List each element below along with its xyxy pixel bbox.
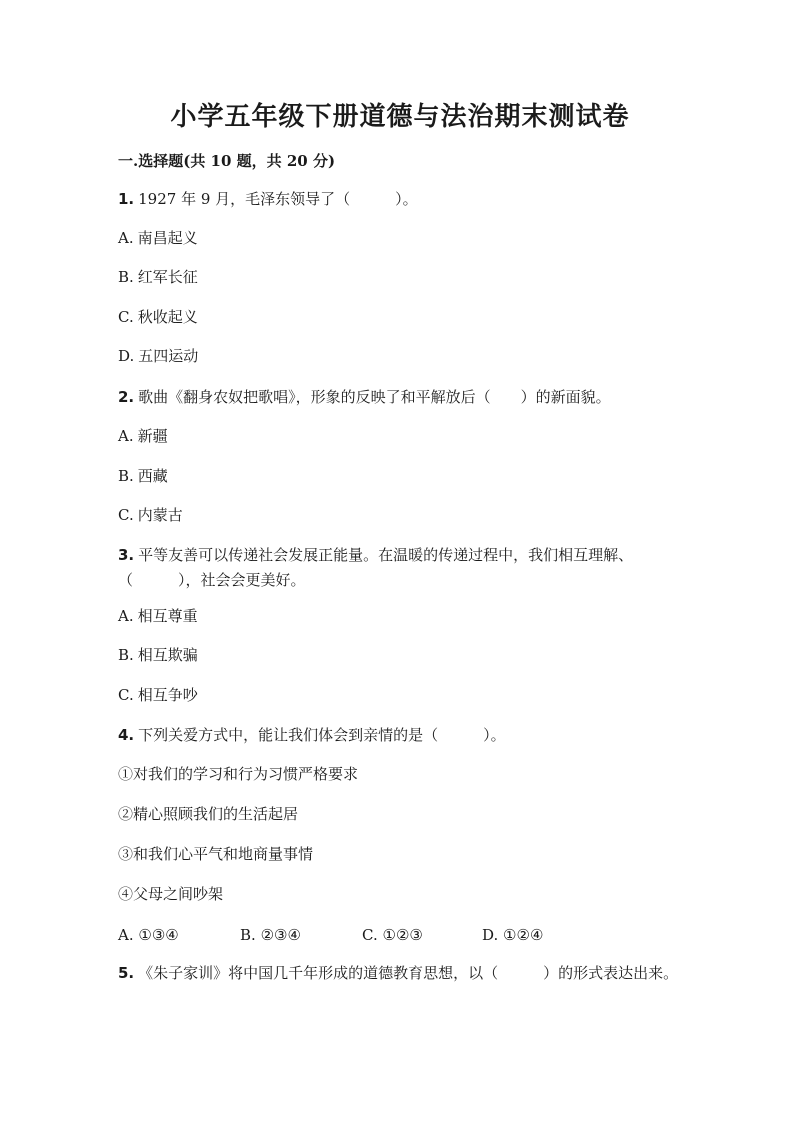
option-4b: B. ②③④: [240, 926, 301, 944]
question-text: 歌曲《翻身农奴把歌唱》，形象的反映了和平解放后（ ）的新面貌。: [138, 388, 611, 406]
option-4d: D. ①②④: [482, 926, 544, 944]
question-3: [118, 543, 688, 593]
option-1b: B. 红军长征: [118, 268, 198, 286]
option-3c: C. 相互争吵: [118, 686, 198, 704]
question-number: 5.: [118, 964, 135, 982]
question-text: 平等友善可以传递社会发展正能量。在温暖的传递过程中，我们相互理解、（ ），社会会更美好。: [118, 546, 634, 589]
statement-4: ④父母之间吵架: [118, 885, 224, 903]
option-2c: C. 内蒙古: [118, 506, 183, 524]
section-heading: 一.选择题(共 10 题，共 20 分): [118, 152, 336, 170]
option-3a: A. 相互尊重: [118, 607, 198, 625]
page-title: 小学五年级下册道德与法治期末测试卷: [170, 102, 630, 132]
option-4a: A. ①③④: [118, 926, 179, 944]
option-1d: D. 五四运动: [118, 347, 199, 365]
option-3b: B. 相互欺骗: [118, 646, 198, 664]
option-4c: C. ①②③: [362, 926, 423, 944]
option-1a: A. 南昌起义: [118, 229, 198, 247]
question-number: 3.: [118, 546, 135, 564]
question-text: 《朱子家训》将中国几千年形成的道德教育思想，以（ ）的形式表达出来。: [138, 964, 679, 982]
statement-1: ①对我们的学习和行为习惯严格要求: [118, 765, 359, 783]
question-text: 下列关爱方式中，能让我们体会到亲情的是（ ）。: [138, 726, 506, 744]
question-number: 4.: [118, 726, 135, 744]
question-4: [118, 723, 688, 748]
statement-2: ②精心照顾我们的生活起居: [118, 805, 299, 823]
question-text: 1927 年 9 月，毛泽东领导了（ ）。: [138, 190, 418, 208]
question-1: [118, 187, 688, 212]
option-1c: C. 秋收起义: [118, 308, 198, 326]
option-2b: B. 西藏: [118, 467, 168, 485]
option-2a: A. 新疆: [118, 427, 168, 445]
statement-3: ③和我们心平气和地商量事情: [118, 845, 314, 863]
question-2: [118, 385, 688, 410]
question-number: 1.: [118, 190, 135, 208]
question-5: [118, 961, 688, 986]
question-number: 2.: [118, 388, 135, 406]
